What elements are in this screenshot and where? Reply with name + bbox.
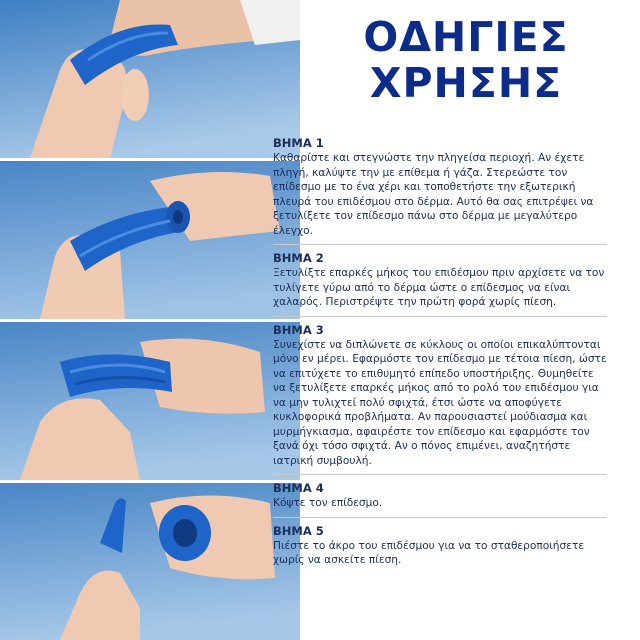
photo-step-3 xyxy=(0,322,300,480)
photo-step-2 xyxy=(0,161,300,319)
instruction-photos xyxy=(0,0,300,640)
step-heading: ΒΗΜΑ 1 xyxy=(273,136,324,150)
step-heading: ΒΗΜΑ 2 xyxy=(273,251,324,265)
title-line-1: ΟΔΗΓΙΕΣ xyxy=(363,13,569,61)
step-text: Ξετυλίξτε επαρκές μήκος του επιδέσμου πριν αρχίσετε να τον τυλίγετε γύρω από το δέρμα ώστε ο επίδεσμος να είναι χαλαρός. Περιστρέψτε την πρώτη φορά χωρίς πίεση. xyxy=(273,267,605,308)
step-text: Πιέστε το άκρο του επιδέσμου για να το σταθεροποιήσετε χωρίς να ασκείτε πίεση. xyxy=(273,539,585,566)
page-title xyxy=(300,14,632,106)
step-heading: ΒΗΜΑ 4 xyxy=(273,481,324,495)
divider xyxy=(273,474,607,475)
steps-list xyxy=(273,136,607,568)
divider xyxy=(273,316,607,317)
divider xyxy=(273,244,607,245)
step-text: Καθαρίστε και στεγνώστε την πληγείσα περιοχή. Αν έχετε πληγή, καλύψτε την με επίθεμα ή γάζα. Στερεώστε τον επίδεσμο με το ένα χέρι και τοποθετήστε την εξωτερική πλευρά του επιδέσμου στο δέρμα. Αυτό θα σας επιτρέψει να ξετυλίξετε τον επίδεσμο πάνω στο δέρμα με μεγαλύτερο έλεγχο. xyxy=(273,152,594,237)
photo-step-4 xyxy=(0,483,300,640)
title-line-2: ΧΡΗΣΗΣ xyxy=(369,59,563,107)
step-4 xyxy=(273,481,607,511)
photo-step-1 xyxy=(0,0,300,158)
step-text: Κόψτε τον επίδεσμο. xyxy=(273,497,383,509)
step-heading: ΒΗΜΑ 3 xyxy=(273,322,324,337)
step-1 xyxy=(273,136,607,238)
step-2 xyxy=(273,251,607,310)
step-3 xyxy=(273,323,607,469)
step-5 xyxy=(273,524,607,568)
step-text: Συνεχίστε να διπλώνετε σε κύκλους οι οποίοι επικαλύπτονται μόνο εν μέρει. Εφαρμόστε τον επίδεσμο με τέτοια πίεση, ώστε να επιτύχετε το επιθυμητό επίπεδο υποστήριξης. Θυμηθείτε να ξετυλίξετε επαρκές μήκος από το ρολό του επιδέσμου για να μην τυλιχτεί πολύ σφιχτά, έτσι ώστε να αποφύγετε κυκλοφορικά προβλήματα. Αν παρουσιαστεί μούδιασμα και μυρμήγκιασμα, αφαιρέστε τον επίδεσμο και εφαρμόστε τον ξανά όχι τόσο σφιχτά. Αν ο πόνος επιμένει, αναζητήστε ιατρική συμβουλή. xyxy=(273,338,607,467)
step-heading: ΒΗΜΑ 5 xyxy=(273,523,324,538)
divider xyxy=(273,517,607,518)
